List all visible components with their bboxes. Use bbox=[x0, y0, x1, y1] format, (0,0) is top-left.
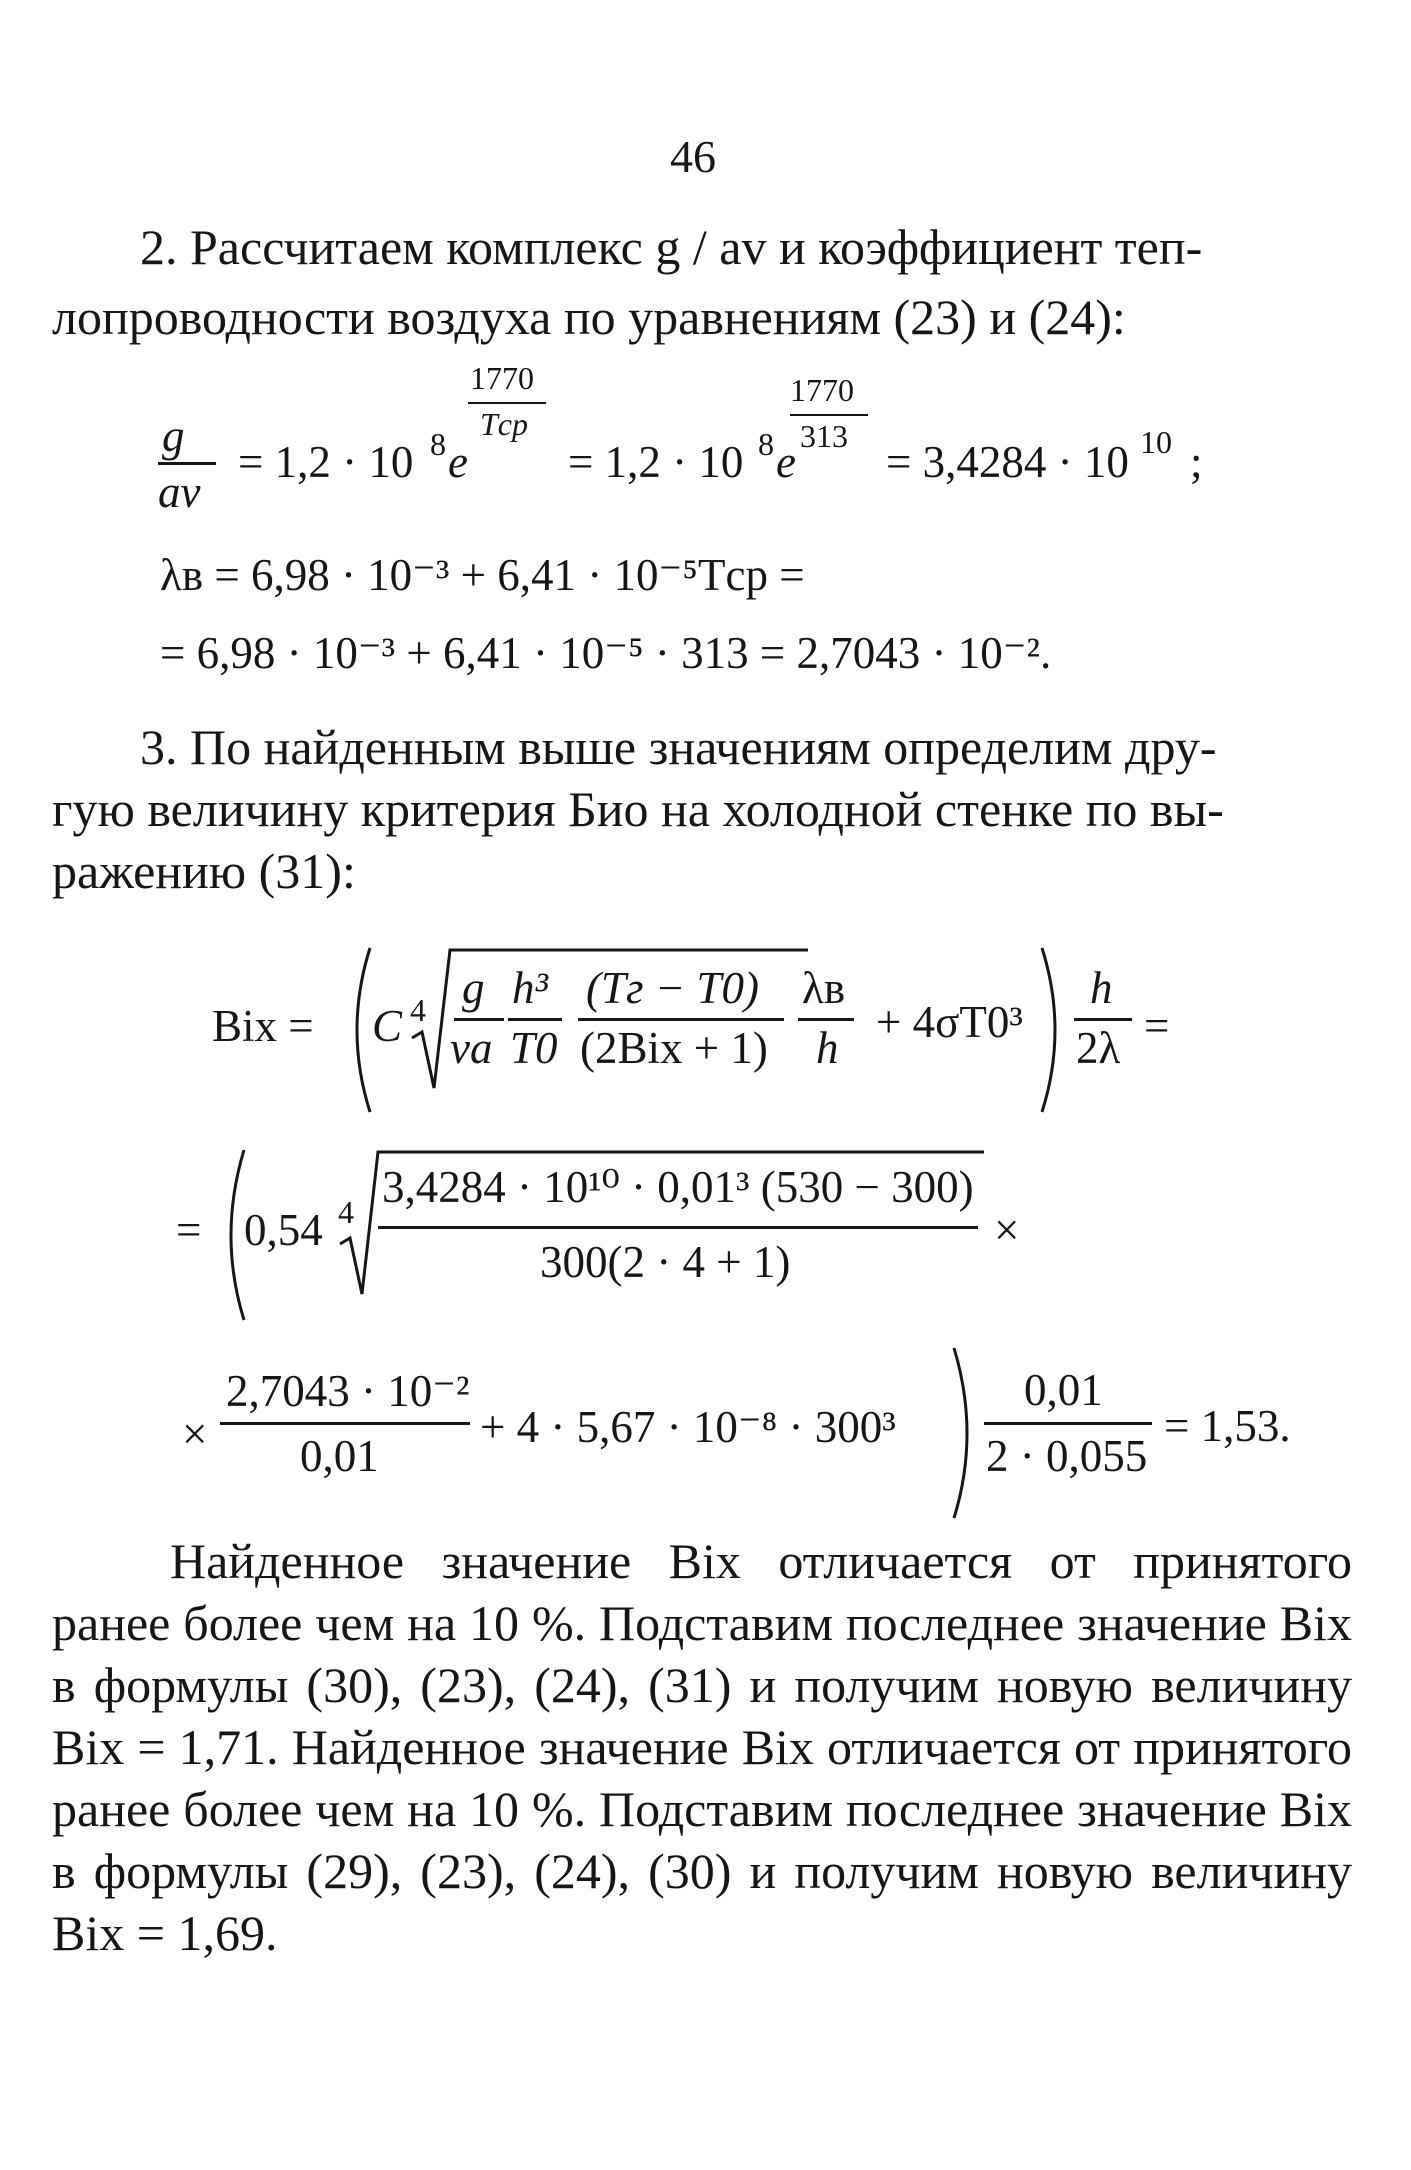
numeric-result: = 1,53. bbox=[1164, 1401, 1291, 1451]
step3-line3: ражению (31): bbox=[52, 843, 356, 899]
numeric-right-paren bbox=[946, 1344, 986, 1522]
g-av-power-8-a: 8 bbox=[430, 426, 446, 462]
bix-frac2-den: T0 bbox=[510, 1023, 558, 1073]
g-av-exp-base-b: e bbox=[776, 437, 796, 487]
g-av-result: = 3,4284 · 10 bbox=[886, 437, 1129, 487]
bix-frac4-bar bbox=[798, 1018, 854, 1021]
g-av-exp-bar-a bbox=[468, 402, 546, 404]
g-av-second-value: = 1,2 · 10 bbox=[568, 437, 744, 487]
numeric-leading-equals: = bbox=[176, 1205, 202, 1255]
bix-constant-c: C bbox=[372, 1001, 403, 1051]
bix-trailing-equals: = bbox=[1144, 1001, 1170, 1051]
g-av-lhs-bar bbox=[158, 462, 216, 465]
bix-right-paren bbox=[1034, 944, 1074, 1116]
bix-plus-term: + 4σT0³ bbox=[876, 997, 1023, 1047]
bix-frac5-bar bbox=[1074, 1018, 1132, 1021]
g-av-first-value: = 1,2 · 10 bbox=[238, 437, 414, 487]
bix-frac3-bar bbox=[578, 1018, 784, 1021]
numeric-times-start: × bbox=[182, 1409, 208, 1459]
bix-frac4-den: h bbox=[816, 1023, 839, 1073]
lambda-equation-line2: = 6,98 · 10⁻³ + 6,41 · 10⁻⁵ · 313 = 2,7043 · 10⁻². bbox=[160, 628, 1052, 678]
step2-line1: 2. Рассчитаем комплекс g / av и коэффициент теп- bbox=[140, 219, 1203, 275]
g-av-exp-bar-b bbox=[790, 414, 868, 416]
numeric-frac-bar bbox=[220, 1422, 470, 1425]
g-av-lhs-numerator: g bbox=[162, 411, 185, 461]
numeric-frac-numerator: 2,7043 · 10⁻² bbox=[226, 1366, 470, 1416]
lambda-equation-line1: λв = 6,98 · 10⁻³ + 6,41 · 10⁻⁵Tср = bbox=[160, 550, 805, 600]
step3-line1: 3. По найденным выше значениям определим дру- bbox=[140, 719, 1217, 775]
g-av-exp-numerator-a: 1770 bbox=[470, 360, 534, 396]
bix-root-index: 4 bbox=[410, 992, 426, 1028]
step3-line2: гую величину критерия Био на холодной стенке по вы- bbox=[52, 781, 1224, 837]
g-av-semicolon: ; bbox=[1190, 437, 1203, 487]
g-av-exp-numerator-b: 1770 bbox=[790, 372, 854, 408]
numeric-ratio-numerator: 0,01 bbox=[1024, 1365, 1103, 1415]
bix-frac2-bar bbox=[508, 1018, 562, 1021]
numeric-radicand-denominator: 300(2 · 4 + 1) bbox=[540, 1237, 791, 1287]
bix-frac1-den: νa bbox=[450, 1023, 493, 1073]
bix-frac3-num: (Tг − T0) bbox=[586, 963, 759, 1013]
page-number: 46 bbox=[670, 131, 716, 182]
bix-frac1-num: g bbox=[462, 963, 485, 1013]
step2-line2: лопроводности воздуха по уравнениям (23) и (24): bbox=[52, 289, 1126, 345]
g-av-lhs-denominator: av bbox=[158, 467, 201, 517]
g-av-power-10: 10 bbox=[1140, 424, 1172, 460]
g-av-exp-base-a: e bbox=[448, 437, 468, 487]
numeric-root-index: 4 bbox=[338, 1194, 354, 1230]
numeric-coefficient: 0,54 bbox=[244, 1205, 323, 1255]
bix-frac5-den: 2λ bbox=[1076, 1023, 1121, 1073]
g-av-power-8-b: 8 bbox=[758, 426, 774, 462]
numeric-ratio-bar bbox=[984, 1422, 1152, 1425]
numeric-radicand-numerator: 3,4284 · 10¹⁰ · 0,01³ (530 − 300) bbox=[382, 1162, 974, 1212]
conclusion-paragraph: Найденное значение Biх отличается от принятого ранее более чем на 10 %. Подставим последнее значение Biх в формулы (30), (23), (24), (31) и получим новую величину Biх = 1,71. Найденное значение Biх отличается от принятого ранее более чем на 10 %. Подставим последнее значение Biх в формулы (29), (23), (24), (30) и получим новую величину Biх = 1,69. bbox=[52, 1533, 1352, 1961]
bix-frac3-den: (2Bix + 1) bbox=[580, 1023, 768, 1073]
bix-frac5-num: h bbox=[1090, 963, 1113, 1013]
g-av-exp-denominator-b: 313 bbox=[800, 418, 848, 454]
g-av-exp-denominator-a: Tср bbox=[480, 406, 528, 442]
bix-frac4-num: λв bbox=[802, 963, 846, 1013]
numeric-radicand-bar bbox=[378, 1226, 978, 1229]
bix-lhs: Bix = bbox=[212, 1001, 314, 1051]
bix-frac2-num: h³ bbox=[512, 963, 548, 1013]
numeric-radiation-term: + 4 · 5,67 · 10⁻⁸ · 300³ bbox=[480, 1402, 896, 1452]
numeric-frac-denominator: 0,01 bbox=[300, 1431, 379, 1481]
numeric-ratio-denominator: 2 · 0,055 bbox=[986, 1431, 1148, 1481]
bix-frac1-bar bbox=[454, 1018, 504, 1021]
numeric-times-end: × bbox=[994, 1205, 1020, 1255]
